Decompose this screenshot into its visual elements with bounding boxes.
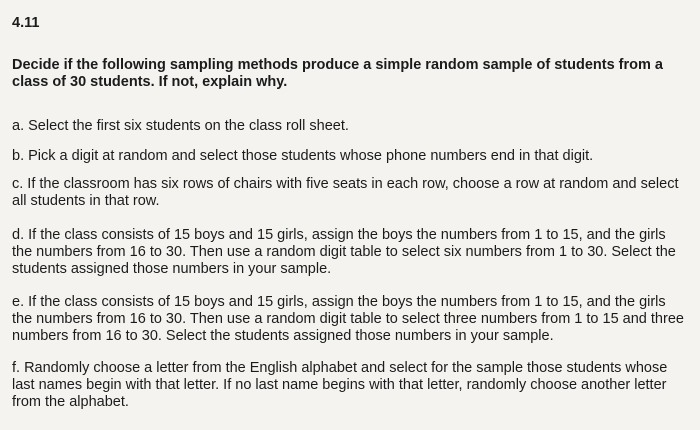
- item-e: e. If the class consists of 15 boys and 15 girls, assign the boys the numbers from 1 to 15, and the girls the numbers from 16 to 30. Then use a random digit table to select three numbers from 1 to 15 and three numbers from 16 to 30. Select the students assigned those numbers in your sample.: [12, 294, 684, 344]
- item-c: c. If the classroom has six rows of chairs with five seats in each row, choose a row at random and select all students in that row.: [12, 176, 679, 209]
- item-a: a. Select the first six students on the class roll sheet.: [12, 118, 349, 134]
- item-b: b. Pick a digit at random and select those students whose phone numbers end in that digit.: [12, 148, 594, 164]
- item-d: d. If the class consists of 15 boys and 15 girls, assign the boys the numbers from 1 to 15, and the girls the numbers from 16 to 30. Then use a random digit table to select six numbers from 1 to 30. Select the students assigned those numbers in your sample.: [12, 227, 676, 277]
- item-f: f. Randomly choose a letter from the English alphabet and select for the sample those students whose last names begin with that letter. If no last name begins with that letter, randomly choose another letter from the alphabet.: [12, 360, 668, 410]
- problem-number: 4.11: [12, 15, 40, 31]
- problem-statement: Decide if the following sampling methods produce a simple random sample of students from a class of 30 students. If not, explain why.: [12, 57, 663, 90]
